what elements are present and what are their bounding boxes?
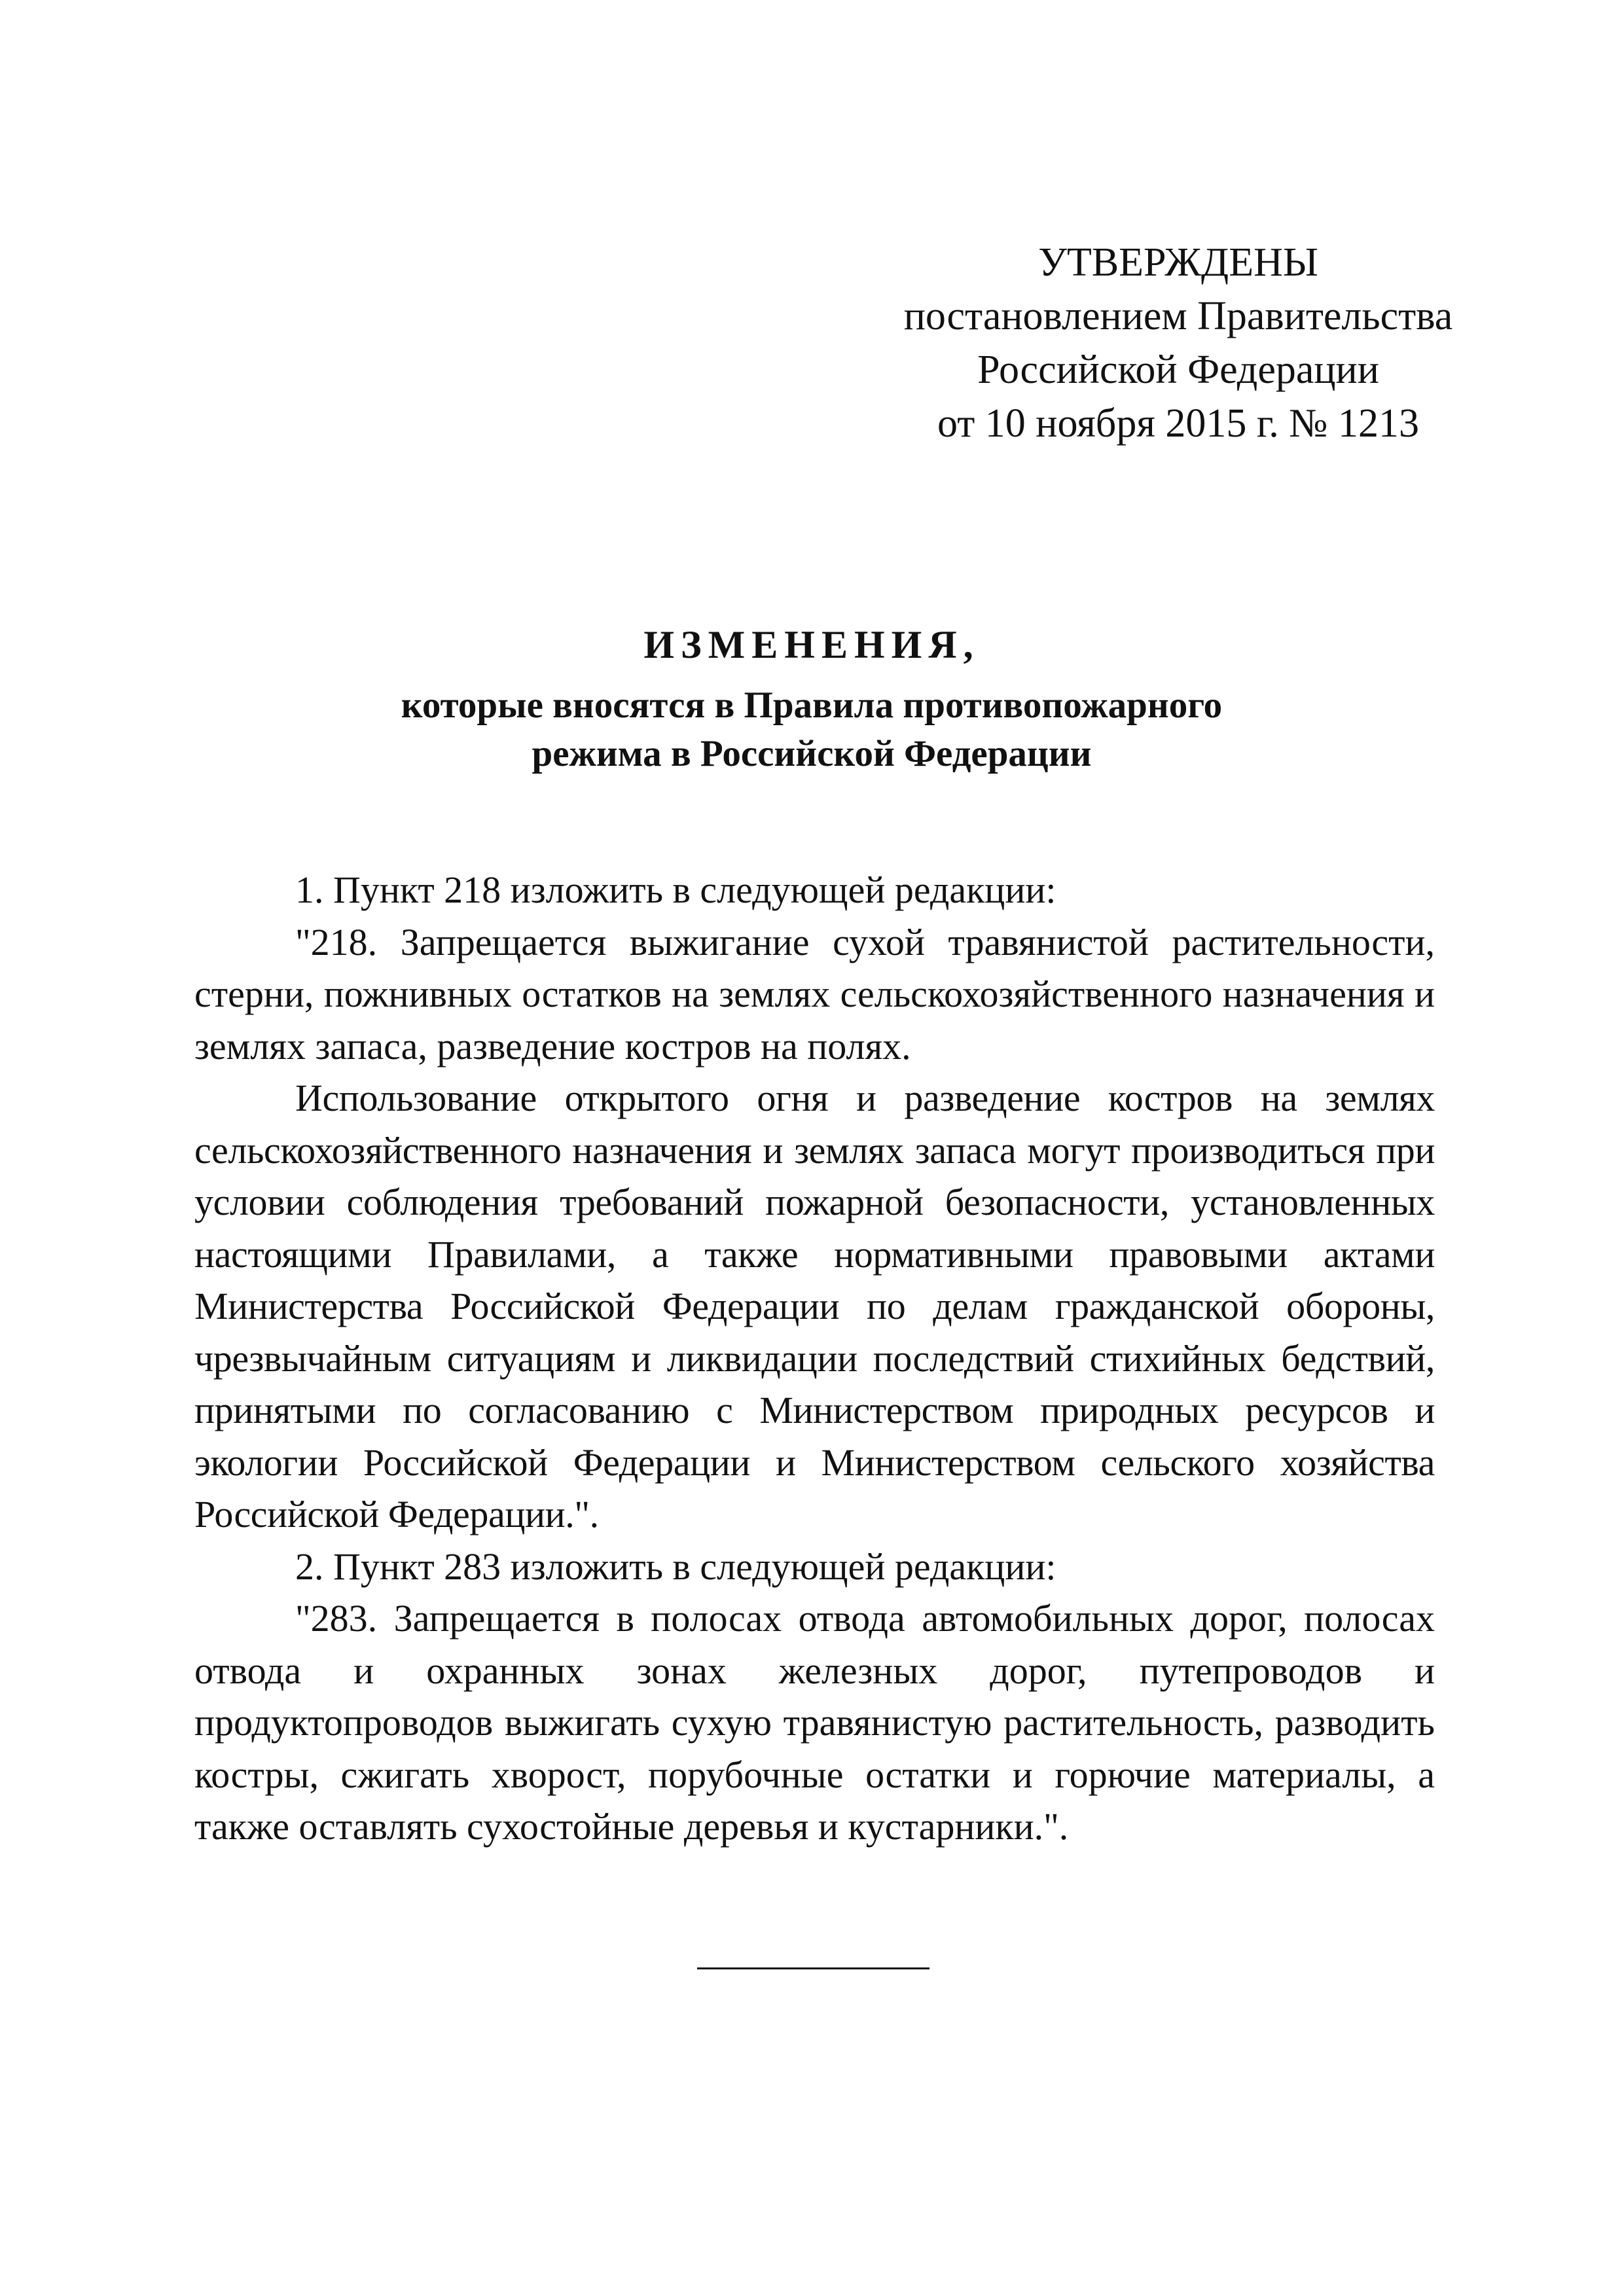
approval-country: Российской Федерации [977,348,1379,392]
paragraph-open-fire-use: Использование открытого огня и разведение костров на землях сельскохозяйственного назначения и землях запаса могут производиться при условии соблюдения требований пожарной безопасности, установленных настоящими Правилами, а также нормативными правовыми актами Министерства Российской Федерации по делам гражданской обороны, чрезвычайным ситуациям и ликвидации последствий стихийных бедствий, принятыми по согласованию с Министерством природных ресурсов и экологии Российской Федерации и Министерством сельского хозяйства Российской Федерации.". [194,1077,1435,1535]
paragraph-item-283: "283. Запрещается в полосах отвода автомобильных дорог, полосах отвода и охранных зонах железных дорог, путепроводов и продуктопроводов выжигать сухую травянистую растительность, разводить костры, сжигать хворост, порубочные остатки и горючие материалы, а также оставлять сухостойные деревья и кустарники.". [194,1597,1435,1848]
approval-issuer: постановлением Правительства [903,294,1453,338]
document-title [190,619,1434,778]
title-main: ИЗМЕНЕНИЯ, [643,623,980,666]
title-subtitle [190,681,1434,778]
document-body [194,864,1435,1853]
approval-heading: УТВЕРЖДЕНЫ [1038,240,1318,285]
paragraph-item-2: 2. Пункт 283 изложить в следующей редакции: [295,1545,1056,1588]
title-subtitle-line-1: которые вносятся в Правила противопожарного [401,685,1223,726]
approval-stamp [851,236,1506,450]
approval-date-number: от 10 ноября 2015 г. № 1213 [937,401,1419,446]
paragraph-item-1: 1. Пункт 218 изложить в следующей редакции: [295,869,1056,911]
title-subtitle-line-2: режима в Российской Федерации [532,733,1092,774]
end-separator-line [697,1967,929,1969]
paragraph-item-218: "218. Запрещается выжигание сухой травянистой растительности, стерни, пожнивных остатков на землях сельскохозяйственного назначения и землях запаса, разведение костров на полях. [194,920,1435,1067]
